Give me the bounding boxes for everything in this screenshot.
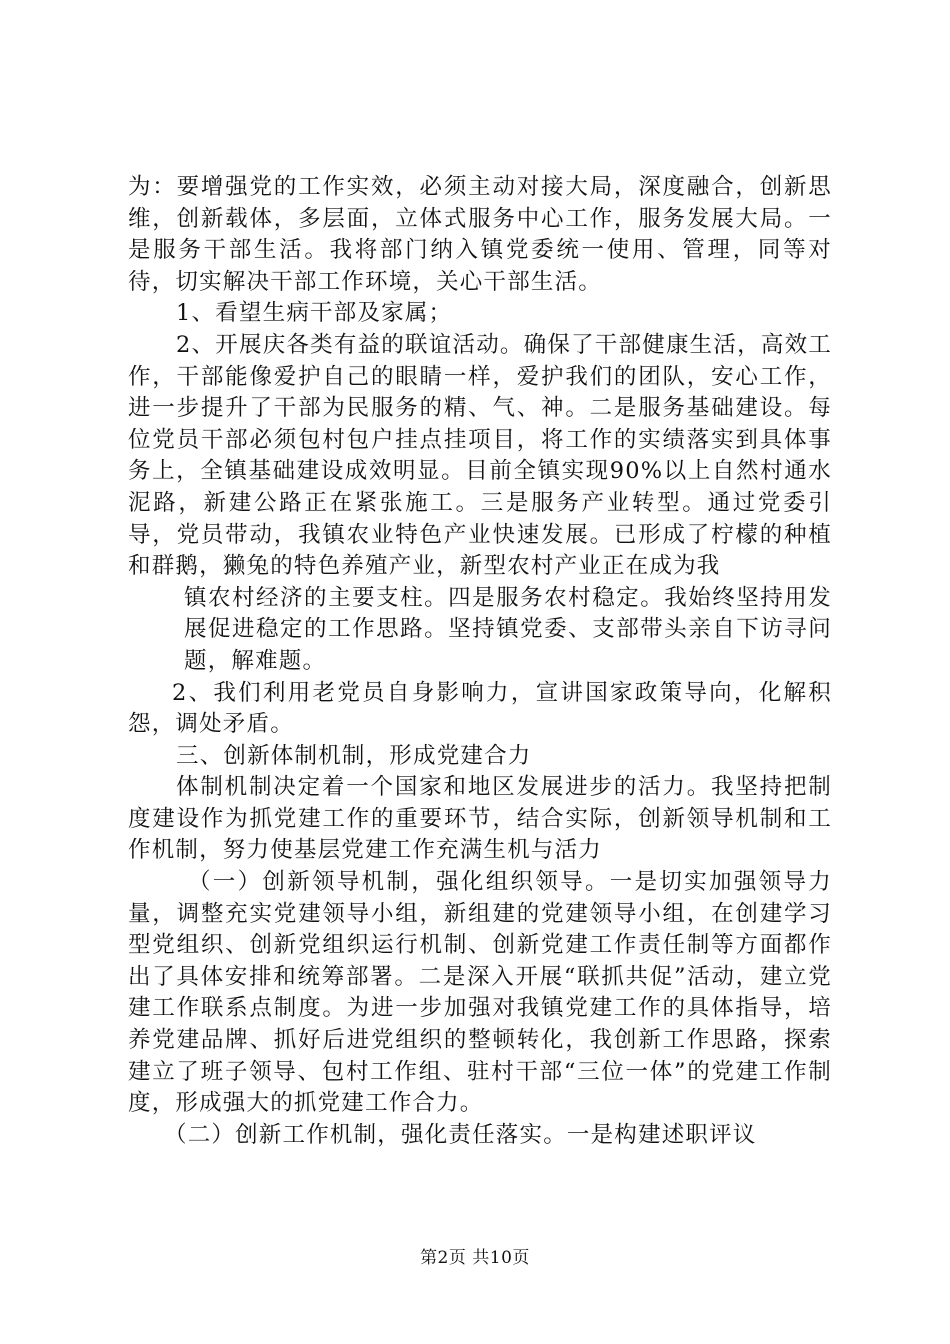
paragraph-mechanism-intro: 体制机制决定着一个国家和地区发展进步的活力。我坚持把制度建设作为抓党建工作的重要环节，结合实际，创新领导机制和工作机制，努力使基层党建工作充满生机与活力 [128,774,832,864]
paragraph-leadership-mechanism: （一）创新领导机制，强化组织领导。一是切实加强领导力量，调整充实党建领导小组，新组建的党建领导小组，在创建学习型党组织、创新党组织运行机制、创新党建工作责任制等方面都作出了具体安排和统筹部署。二是深入开展“联抓共促”活动，建立党建工作联系点制度。为进一步加强对我镇党建工作的具体指导，培养党建品牌、抓好后进党组织的整顿转化，我创新工作思路，探索建立了班子领导、包村工作组、驻村干部“三位一体”的党建工作制度，形成强大的抓党建工作合力。 [128,869,832,1117]
paragraph-rural-stability: 镇农村经济的主要支柱。四是服务农村稳定。我始终坚持用发展促进稳定的工作思路。坚持镇党委、支部带头亲自下访寻问题，解难题。 [184,584,832,674]
paragraph-item-visit-sick: 1、看望生病干部及家属； [176,300,453,327]
paragraph-item-activities: 2、开展庆各类有益的联谊活动。确保了干部健康生活，高效工作，干部能像爱护自己的眼睛一样，爱护我们的团队，安心工作，进一步提升了干部为民服务的精、气、神。二是服务基础建设。每位党员干部必须包村包户挂点挂项目，将工作的实绩落实到具体事务上，全镇基础建设成效明显。目前全镇实现90%以上自然村通水泥路，新建公路正在紧张施工。三是服务产业转型。通过党委引导，党员带动，我镇农业特色产业快速发展。已形成了柠檬的种植和群鹅，獭兔的特色养殖产业，新型农村产业正在成为我 [128,331,832,580]
section-heading-mechanism: 三、创新体制机制，形成党建合力 [176,742,532,769]
document-body [128,172,832,1151]
paragraph-service-intro: 为：要增强党的工作实效，必须主动对接大局，深度融合，创新思维，创新载体，多层面，立体式服务中心工作，服务发展大局。一是服务干部生活。我将部门纳入镇党委统一使用、管理，同等对待，切实解决干部工作环境，关心干部生活。 [128,174,832,295]
paragraph-item-old-members: 2、我们利用老党员自身影响力，宣讲国家政策导向，化解积怨，调处矛盾。 [128,679,832,738]
page-number-footer: 第2页 共10页 [420,1248,530,1268]
paragraph-work-mechanism: （二）创新工作机制，强化责任落实。一是构建述职评议 [164,1121,757,1148]
